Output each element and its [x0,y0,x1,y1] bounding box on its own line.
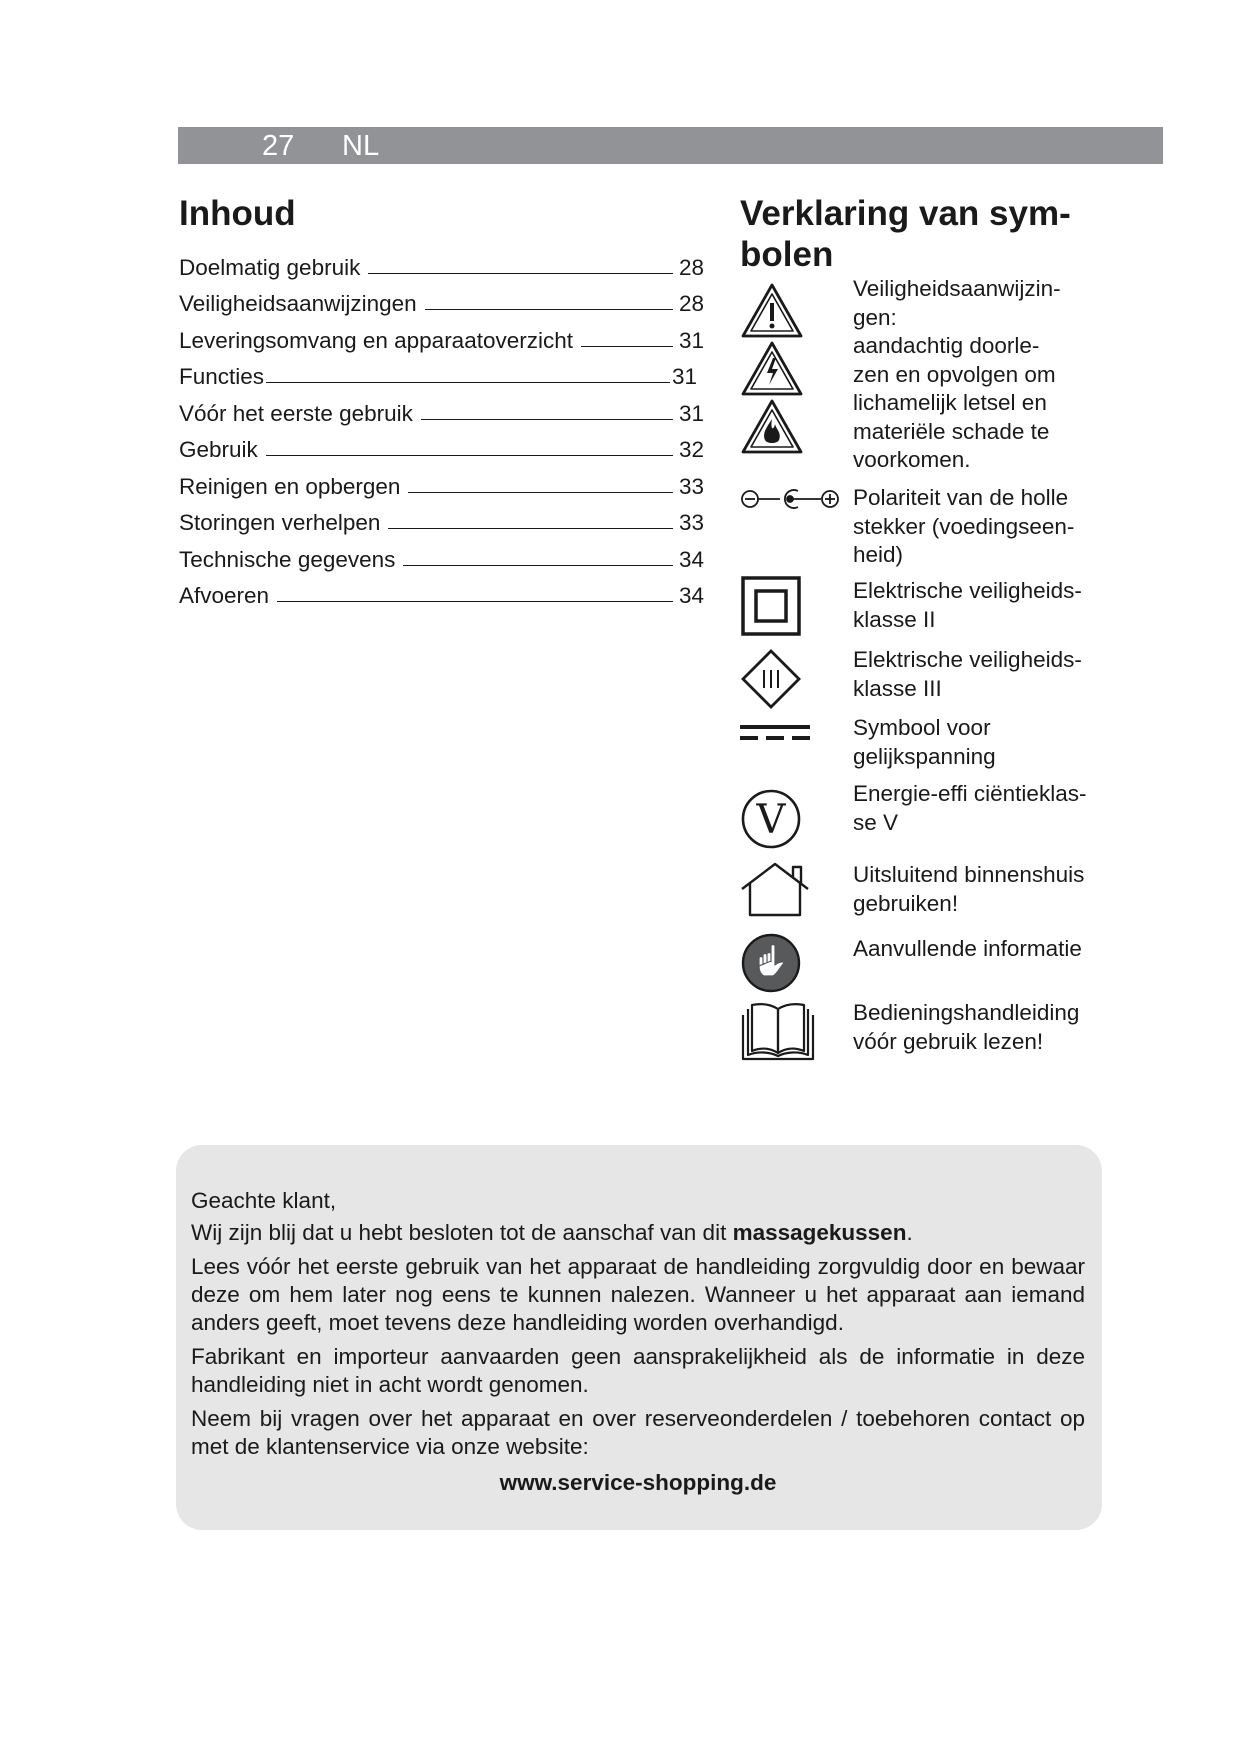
toc-entry-page: 33 [678,473,704,499]
notice-intro: Wij zijn blij dat u hebt besloten tot de aanschaf van dit massagekussen. [191,1220,913,1245]
table-of-contents [179,193,704,610]
toc-leader-line [277,601,673,602]
toc-entry[interactable] [179,355,704,392]
product-name: massagekussen [732,1220,907,1245]
toc-entry-label: Technische gegevens [179,546,396,572]
toc-entry[interactable] [179,501,704,538]
toc-entry[interactable] [179,282,704,319]
toc-entry-page: 28 [678,291,704,316]
notice-paragraph: Neem bij vragen over het apparaat en over reserveonderdelen / toebehoren contact op met de klantenservice via onze website: [191,1406,1085,1459]
toc-entry-page: 34 [678,546,704,572]
toc-entry-label: Vóór het eerste gebruik [179,400,413,426]
toc-entry[interactable] [179,428,704,465]
toc-entry-label: Functies [179,364,265,389]
symbol-legend [740,193,1120,1054]
toc-entry-label: Reinigen en opbergen [179,473,401,499]
symbol-desc: Bedieningshandleiding vóór gebruik lezen! [853,1000,1080,1054]
symbols-title [740,193,1120,275]
service-website-link[interactable]: www.service-shopping.de [499,1470,777,1495]
dc-voltage-icon [740,724,810,749]
toc-leader-line [421,419,673,420]
toc-entry-page: 34 [678,583,704,608]
toc-title: Inhoud [179,194,296,233]
class-iii-icon [740,648,802,715]
toc-entry-label: Leveringsomvang en apparaatoverzicht [179,327,573,353]
energy-class-v-icon [740,788,802,855]
language-code: NL [342,130,380,162]
toc-entry-label: Gebruik [179,437,258,462]
toc-entry[interactable] [179,537,704,574]
notice-greeting: Geachte klant, [191,1188,337,1213]
toc-leader-line [368,273,673,274]
class-ii-icon [740,575,802,642]
toc-leader-line [388,528,673,529]
symbols-title-line2: bolen [740,235,834,274]
toc-entry-page: 31 [678,400,704,426]
toc-entry[interactable] [179,245,704,282]
toc-leader-line [425,309,673,310]
fire-warning-icon [743,401,801,452]
toc-entry-label: Veiligheidsaanwijzingen [179,291,417,316]
symbol-desc: Symbool voor gelijkspanning [853,715,996,769]
symbol-desc: Energie-effi ciëntieklas- se V [853,781,1087,835]
symbol-desc: Aanvullende informatie [853,936,1082,961]
toc-entry[interactable] [179,391,704,428]
toc-leader-line [266,382,670,383]
toc-entry-label: Storingen verhelpen [179,510,381,535]
toc-leader-line [408,492,673,493]
warning-icons [740,281,804,466]
symbol-desc: Elektrische veiligheids- klasse III [853,647,1082,701]
toc-leader-line [266,455,673,456]
toc-leader-line [581,346,673,347]
toc-entry[interactable] [179,574,704,611]
toc-entry[interactable] [179,318,704,355]
customer-notice-box [176,1145,1102,1530]
toc-entry-page: 31 [678,327,704,353]
toc-entry-label: Afvoeren [179,583,270,608]
toc-entry-label: Doelmatig gebruik [179,254,361,280]
symbol-desc: Uitsluitend binnenshuis gebruiken! [853,862,1085,916]
page-number: 27 [262,130,295,162]
svg-text:V: V [756,797,786,843]
manual-book-icon [740,1001,816,1068]
notice-paragraph: Fabrikant en importeur aanvaarden geen aansprakelijkheid als de informatie in deze handleiding niet in acht wordt genomen. [191,1344,1085,1397]
toc-entry[interactable] [179,464,704,501]
toc-leader-line [403,565,673,566]
toc-entry-page: 28 [678,254,704,280]
symbol-desc: Elektrische veiligheids- klasse II [853,578,1082,632]
page-header-bar [178,127,1163,164]
toc-entry-page: 33 [678,510,704,535]
polarity-icon [740,487,840,516]
symbols-title-line1: Verklaring van sym- [740,194,1071,233]
symbol-desc: Polariteit van de holle stekker (voedingseen- heid) [853,485,1075,567]
indoor-house-icon [740,861,810,922]
toc-entry-page: 31 [671,364,697,389]
info-hand-icon [740,932,802,999]
toc-entry-page: 32 [678,437,704,462]
notice-paragraph: Lees vóór het eerste gebruik van het apparaat de handleiding zorgvuldig door en bewaar deze om hem later nog eens te kunnen nalezen. Wanneer u het apparaat aan iemand anders geeft, moet tevens deze handleiding worden overhandigd. [191,1254,1085,1335]
symbol-desc: Veiligheidsaanwijzin- gen: aandachtig doorle- zen en opvolgen om lichamelijk letsel en materiële schade te voorkomen. [853,276,1061,472]
